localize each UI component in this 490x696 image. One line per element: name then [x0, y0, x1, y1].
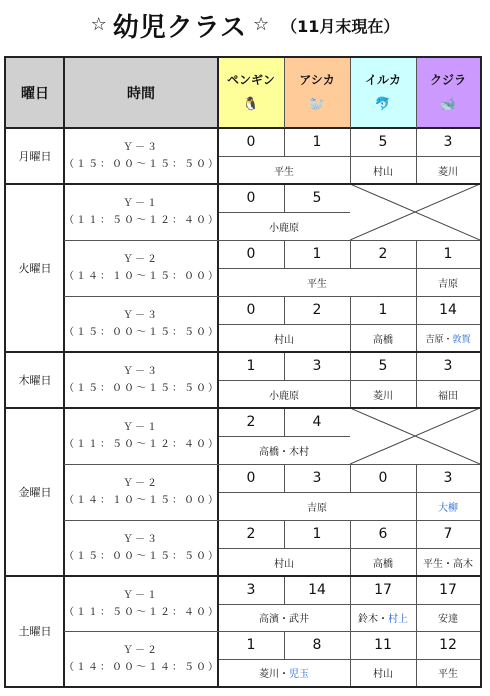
teacher-name: 高橋・木村	[259, 446, 309, 458]
enrollment-count: 2	[246, 414, 256, 430]
class-time-slot	[64, 240, 218, 296]
teacher-name: 菱川	[373, 390, 393, 402]
teacher-name: 小鹿原	[269, 222, 299, 234]
day-monday: 月曜日	[18, 150, 52, 163]
enrollment-count: 1	[246, 358, 256, 374]
teacher-name: 平生・高木	[423, 558, 473, 570]
grid-line	[350, 128, 351, 156]
class-time-range: （１１：５０～１２：４０）	[64, 606, 220, 618]
teacher-names	[350, 604, 416, 631]
enrollment-count: 17	[374, 582, 392, 598]
teacher-name-new: 児玉	[289, 669, 309, 680]
class-code: Ｙ－３	[123, 534, 159, 545]
grid-line	[350, 240, 351, 268]
grid-line	[284, 576, 285, 604]
class-header-penguin	[218, 58, 284, 128]
empty-slot-cross	[350, 408, 480, 464]
class-header-sea-lion	[284, 58, 350, 128]
teacher-name: 菱川・	[259, 669, 289, 680]
class-code: Ｙ－２	[123, 644, 159, 656]
enrollment-count: 0	[378, 470, 388, 486]
class-code: Ｙ－２	[123, 254, 159, 265]
teacher-name: 村山	[373, 166, 393, 178]
class-name: クジラ	[429, 72, 466, 87]
enrollment-count: 5	[378, 134, 388, 150]
teacher-name-new: 敦賀	[452, 334, 471, 345]
class-time-range: （１４：１０～１５：００）	[64, 495, 220, 506]
empty-slot-cross	[350, 184, 480, 240]
class-time-slot	[64, 128, 218, 184]
class-time-slot	[64, 408, 218, 464]
teacher-name: 高橋	[373, 334, 393, 346]
grid-line	[416, 352, 417, 380]
day-tuesday: 火曜日	[18, 262, 52, 275]
enrollment-count: 6	[378, 526, 388, 542]
class-code: Ｙ－２	[123, 478, 159, 489]
teacher-name: 吉原	[307, 502, 327, 514]
grid-line	[416, 296, 417, 324]
enrollment-count: 1	[312, 246, 322, 262]
page-title	[0, 0, 490, 50]
teacher-name: 平生	[438, 669, 458, 680]
enrollment-count: 0	[246, 246, 256, 262]
enrollment-count: 17	[439, 582, 457, 598]
title-text: 幼児クラス	[112, 12, 247, 43]
class-code: Ｙ－３	[123, 142, 159, 153]
grid-line	[416, 520, 417, 548]
grid-line	[350, 296, 351, 324]
teacher-name: 村山	[274, 558, 294, 570]
class-time-slot	[64, 352, 218, 408]
grid-line	[416, 240, 417, 268]
teacher-name: 菱川	[438, 166, 458, 178]
teacher-name: 吉原	[438, 278, 458, 290]
enrollment-count: 7	[443, 526, 453, 542]
grid-line	[350, 576, 351, 604]
grid-line	[284, 464, 285, 492]
class-code: Ｙ－３	[123, 366, 159, 377]
class-time-slot	[64, 464, 218, 520]
grid-line	[284, 240, 285, 268]
enrollment-count: 8	[312, 637, 322, 653]
teacher-name: 安達	[438, 614, 458, 625]
day-thursday: 木曜日	[18, 374, 52, 387]
grid-line	[350, 352, 351, 380]
enrollment-count: 0	[246, 190, 256, 206]
grid-line	[416, 128, 417, 156]
class-name: ペンギン	[227, 72, 275, 87]
grid-line	[284, 520, 285, 548]
teacher-name: 平生	[307, 278, 327, 290]
teacher-names	[416, 324, 480, 352]
enrollment-count: 12	[439, 637, 457, 653]
enrollment-count: 1	[378, 302, 388, 318]
teacher-name: 吉原・	[425, 334, 453, 345]
enrollment-count: 3	[246, 582, 256, 598]
header-time: 時間	[64, 58, 218, 128]
teacher-name: 村山	[274, 334, 294, 346]
grid-line	[284, 408, 285, 436]
teacher-name: 小鹿原	[269, 390, 299, 402]
penguin-icon: 🐧	[242, 97, 260, 112]
enrollment-count: 0	[246, 302, 256, 318]
grid-line	[416, 631, 417, 659]
grid-line	[284, 128, 285, 156]
class-code: Ｙ－３	[123, 310, 159, 321]
enrollment-count: 5	[378, 358, 388, 374]
title-date-note: （11月末現在）	[281, 16, 400, 36]
class-time-range: （１５：００～１５：５０）	[64, 383, 220, 394]
class-time-slot	[64, 520, 218, 576]
enrollment-count: 3	[312, 470, 322, 486]
grid-line	[416, 576, 417, 604]
teacher-name: 高濱・武井	[259, 614, 309, 625]
enrollment-count: 2	[246, 526, 256, 542]
class-code: Ｙ－１	[123, 589, 159, 601]
enrollment-count: 0	[246, 134, 256, 150]
teacher-name-new: 村上	[388, 614, 408, 625]
grid-line	[416, 464, 417, 492]
star-icon: ☆	[252, 14, 270, 35]
enrollment-count: 11	[374, 637, 392, 653]
teacher-name: 福田	[438, 390, 458, 402]
teacher-names	[218, 659, 350, 686]
teacher-name: 村山	[373, 669, 393, 680]
enrollment-count: 4	[312, 414, 322, 430]
class-time-range: （１５：００～１５：５０）	[64, 327, 220, 338]
enrollment-count: 2	[312, 302, 322, 318]
teacher-name: 平生	[274, 166, 294, 178]
class-time-slot	[64, 631, 218, 686]
class-time-slot	[64, 296, 218, 352]
day-friday: 金曜日	[18, 486, 52, 499]
enrollment-count: 5	[312, 190, 322, 206]
class-code: Ｙ－１	[123, 422, 159, 433]
header-day: 曜日	[6, 58, 64, 128]
grid-line	[284, 296, 285, 324]
teacher-name: 高橋	[373, 558, 393, 570]
grid-line	[284, 631, 285, 659]
schedule-table	[4, 56, 482, 688]
class-name: アシカ	[299, 72, 335, 87]
enrollment-count: 1	[312, 526, 322, 542]
dolphin-icon: 🐬	[374, 97, 392, 112]
teacher-name: 鈴木・	[358, 614, 388, 625]
class-time-range: （１１：５０～１２：４０）	[64, 215, 220, 226]
grid-line	[350, 520, 351, 548]
class-time-slot	[64, 184, 218, 240]
class-time-range: （１５：００～１５：５０）	[64, 159, 220, 170]
enrollment-count: 1	[443, 246, 453, 262]
enrollment-count: 3	[443, 470, 453, 486]
enrollment-count: 1	[312, 134, 322, 150]
grid-line	[350, 631, 351, 659]
class-time-range: （１４：１０～１５：００）	[64, 271, 220, 282]
class-code: Ｙ－１	[123, 198, 159, 209]
grid-line	[284, 184, 285, 212]
enrollment-count: 14	[308, 582, 326, 598]
day-saturday: 土曜日	[18, 625, 52, 638]
grid-line	[284, 352, 285, 380]
class-time-range: （１４：００～１４：５０）	[64, 661, 220, 673]
teacher-name: 大柳	[438, 502, 458, 514]
class-time-slot	[64, 576, 218, 631]
sea-lion-icon: 🦭	[308, 97, 326, 112]
enrollment-count: 3	[443, 134, 453, 150]
enrollment-count: 3	[312, 358, 322, 374]
star-icon: ☆	[90, 14, 107, 35]
enrollment-count: 2	[378, 246, 388, 262]
class-time-range: （１５：００～１５：５０）	[64, 551, 220, 562]
class-header-whale	[416, 58, 480, 128]
class-name: イルカ	[364, 72, 401, 87]
enrollment-count: 0	[246, 470, 256, 486]
grid-line	[350, 464, 351, 492]
enrollment-count: 1	[246, 637, 256, 653]
whale-icon: 🐋	[439, 97, 457, 112]
class-time-range: （１１：５０～１２：４０）	[64, 439, 220, 450]
enrollment-count: 3	[443, 358, 453, 374]
class-header-dolphin	[350, 58, 416, 128]
enrollment-count: 14	[439, 302, 457, 318]
